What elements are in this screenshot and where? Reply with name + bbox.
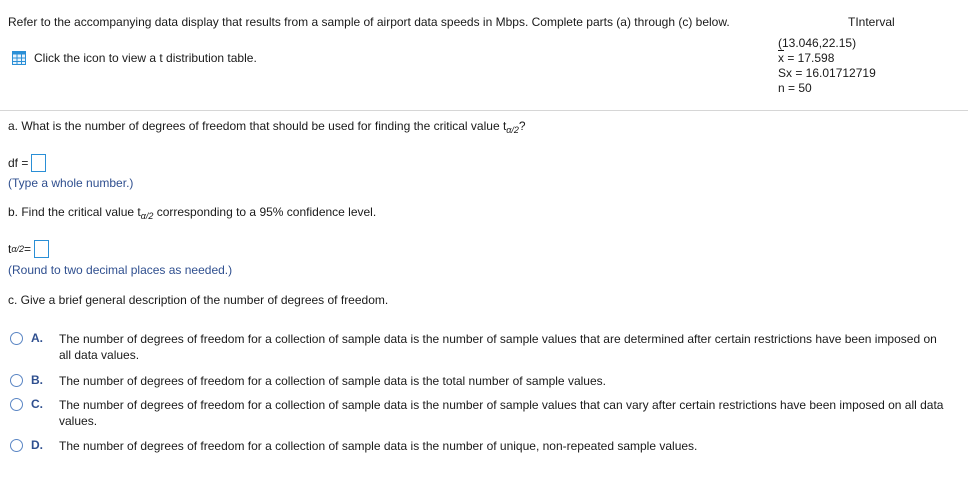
df-field-row xyxy=(8,154,46,172)
t-table-link-label[interactable]: Click the icon to view a t distribution table. xyxy=(34,51,257,65)
section-divider xyxy=(0,110,968,111)
critical-value-answer-box[interactable] xyxy=(34,240,49,258)
part-a-hint: (Type a whole number.) xyxy=(8,176,134,190)
part-a-subscript: α/2 xyxy=(506,125,519,135)
part-b-question-text: b. Find the critical value t xyxy=(8,205,141,219)
option-b[interactable] xyxy=(10,373,950,389)
part-b-hint: (Round to two decimal places as needed.) xyxy=(8,263,233,277)
part-a-question xyxy=(8,119,526,135)
option-a-text[interactable]: The number of degrees of freedom for a collection of sample data is the number of sample values that are determined after certain restrictions have been imposed on all data values. xyxy=(59,332,937,362)
grid-table-icon[interactable] xyxy=(12,51,26,65)
tinterval-display xyxy=(778,15,895,96)
option-a-letter: A. xyxy=(31,331,43,345)
option-c[interactable] xyxy=(10,397,950,429)
part-a-question-text: a. What is the number of degrees of freedom that should be used for finding the critical value t xyxy=(8,119,507,133)
tinterval-title: TInterval xyxy=(848,15,895,29)
xbar-value: = 17.598 xyxy=(787,51,835,65)
tinterval-mean xyxy=(778,51,895,66)
part-b-subscript: α/2 xyxy=(140,211,154,221)
df-label: df = xyxy=(8,156,29,170)
t-label-eq: = xyxy=(23,242,31,256)
option-c-letter: C. xyxy=(31,397,43,411)
xbar-symbol: $\overline{x}$ xyxy=(778,51,784,65)
part-a-question-end: ? xyxy=(518,119,526,133)
t-label-subscript: α/2 xyxy=(11,244,24,254)
option-d[interactable] xyxy=(10,438,950,454)
option-c-radio[interactable] xyxy=(10,398,23,411)
option-d-radio[interactable] xyxy=(10,439,23,452)
critical-value-field-row xyxy=(8,240,49,258)
part-c-question: c. Give a brief general description of the number of degrees of freedom. xyxy=(8,293,389,307)
option-c-text[interactable]: The number of degrees of freedom for a collection of sample data is the number of sample values that can vary after certain restrictions have been imposed on all data values. xyxy=(59,398,944,428)
part-b-question xyxy=(8,205,376,221)
t-table-link[interactable] xyxy=(12,51,257,65)
option-a[interactable] xyxy=(10,331,950,363)
tinterval-interval: (13.046,22.15) xyxy=(778,36,857,50)
df-answer-box[interactable] xyxy=(31,154,46,172)
part-b-question-end: corresponding to a 95% confidence level. xyxy=(153,205,377,219)
tinterval-n: n = 50 xyxy=(778,81,812,95)
t-label: t xyxy=(8,242,12,256)
option-b-text[interactable]: The number of degrees of freedom for a collection of sample data is the total number of sample values. xyxy=(59,374,606,388)
tinterval-sx: Sx = 16.01712719 xyxy=(778,66,876,80)
problem-intro: Refer to the accompanying data display that results from a sample of airport data speeds in Mbps. Complete parts (a) through (c) below. xyxy=(8,15,730,29)
option-b-letter: B. xyxy=(31,373,43,387)
option-d-text[interactable]: The number of degrees of freedom for a collection of sample data is the number of unique, non-repeated sample values. xyxy=(59,439,698,453)
option-d-letter: D. xyxy=(31,438,43,452)
option-a-radio[interactable] xyxy=(10,332,23,345)
option-b-radio[interactable] xyxy=(10,374,23,387)
